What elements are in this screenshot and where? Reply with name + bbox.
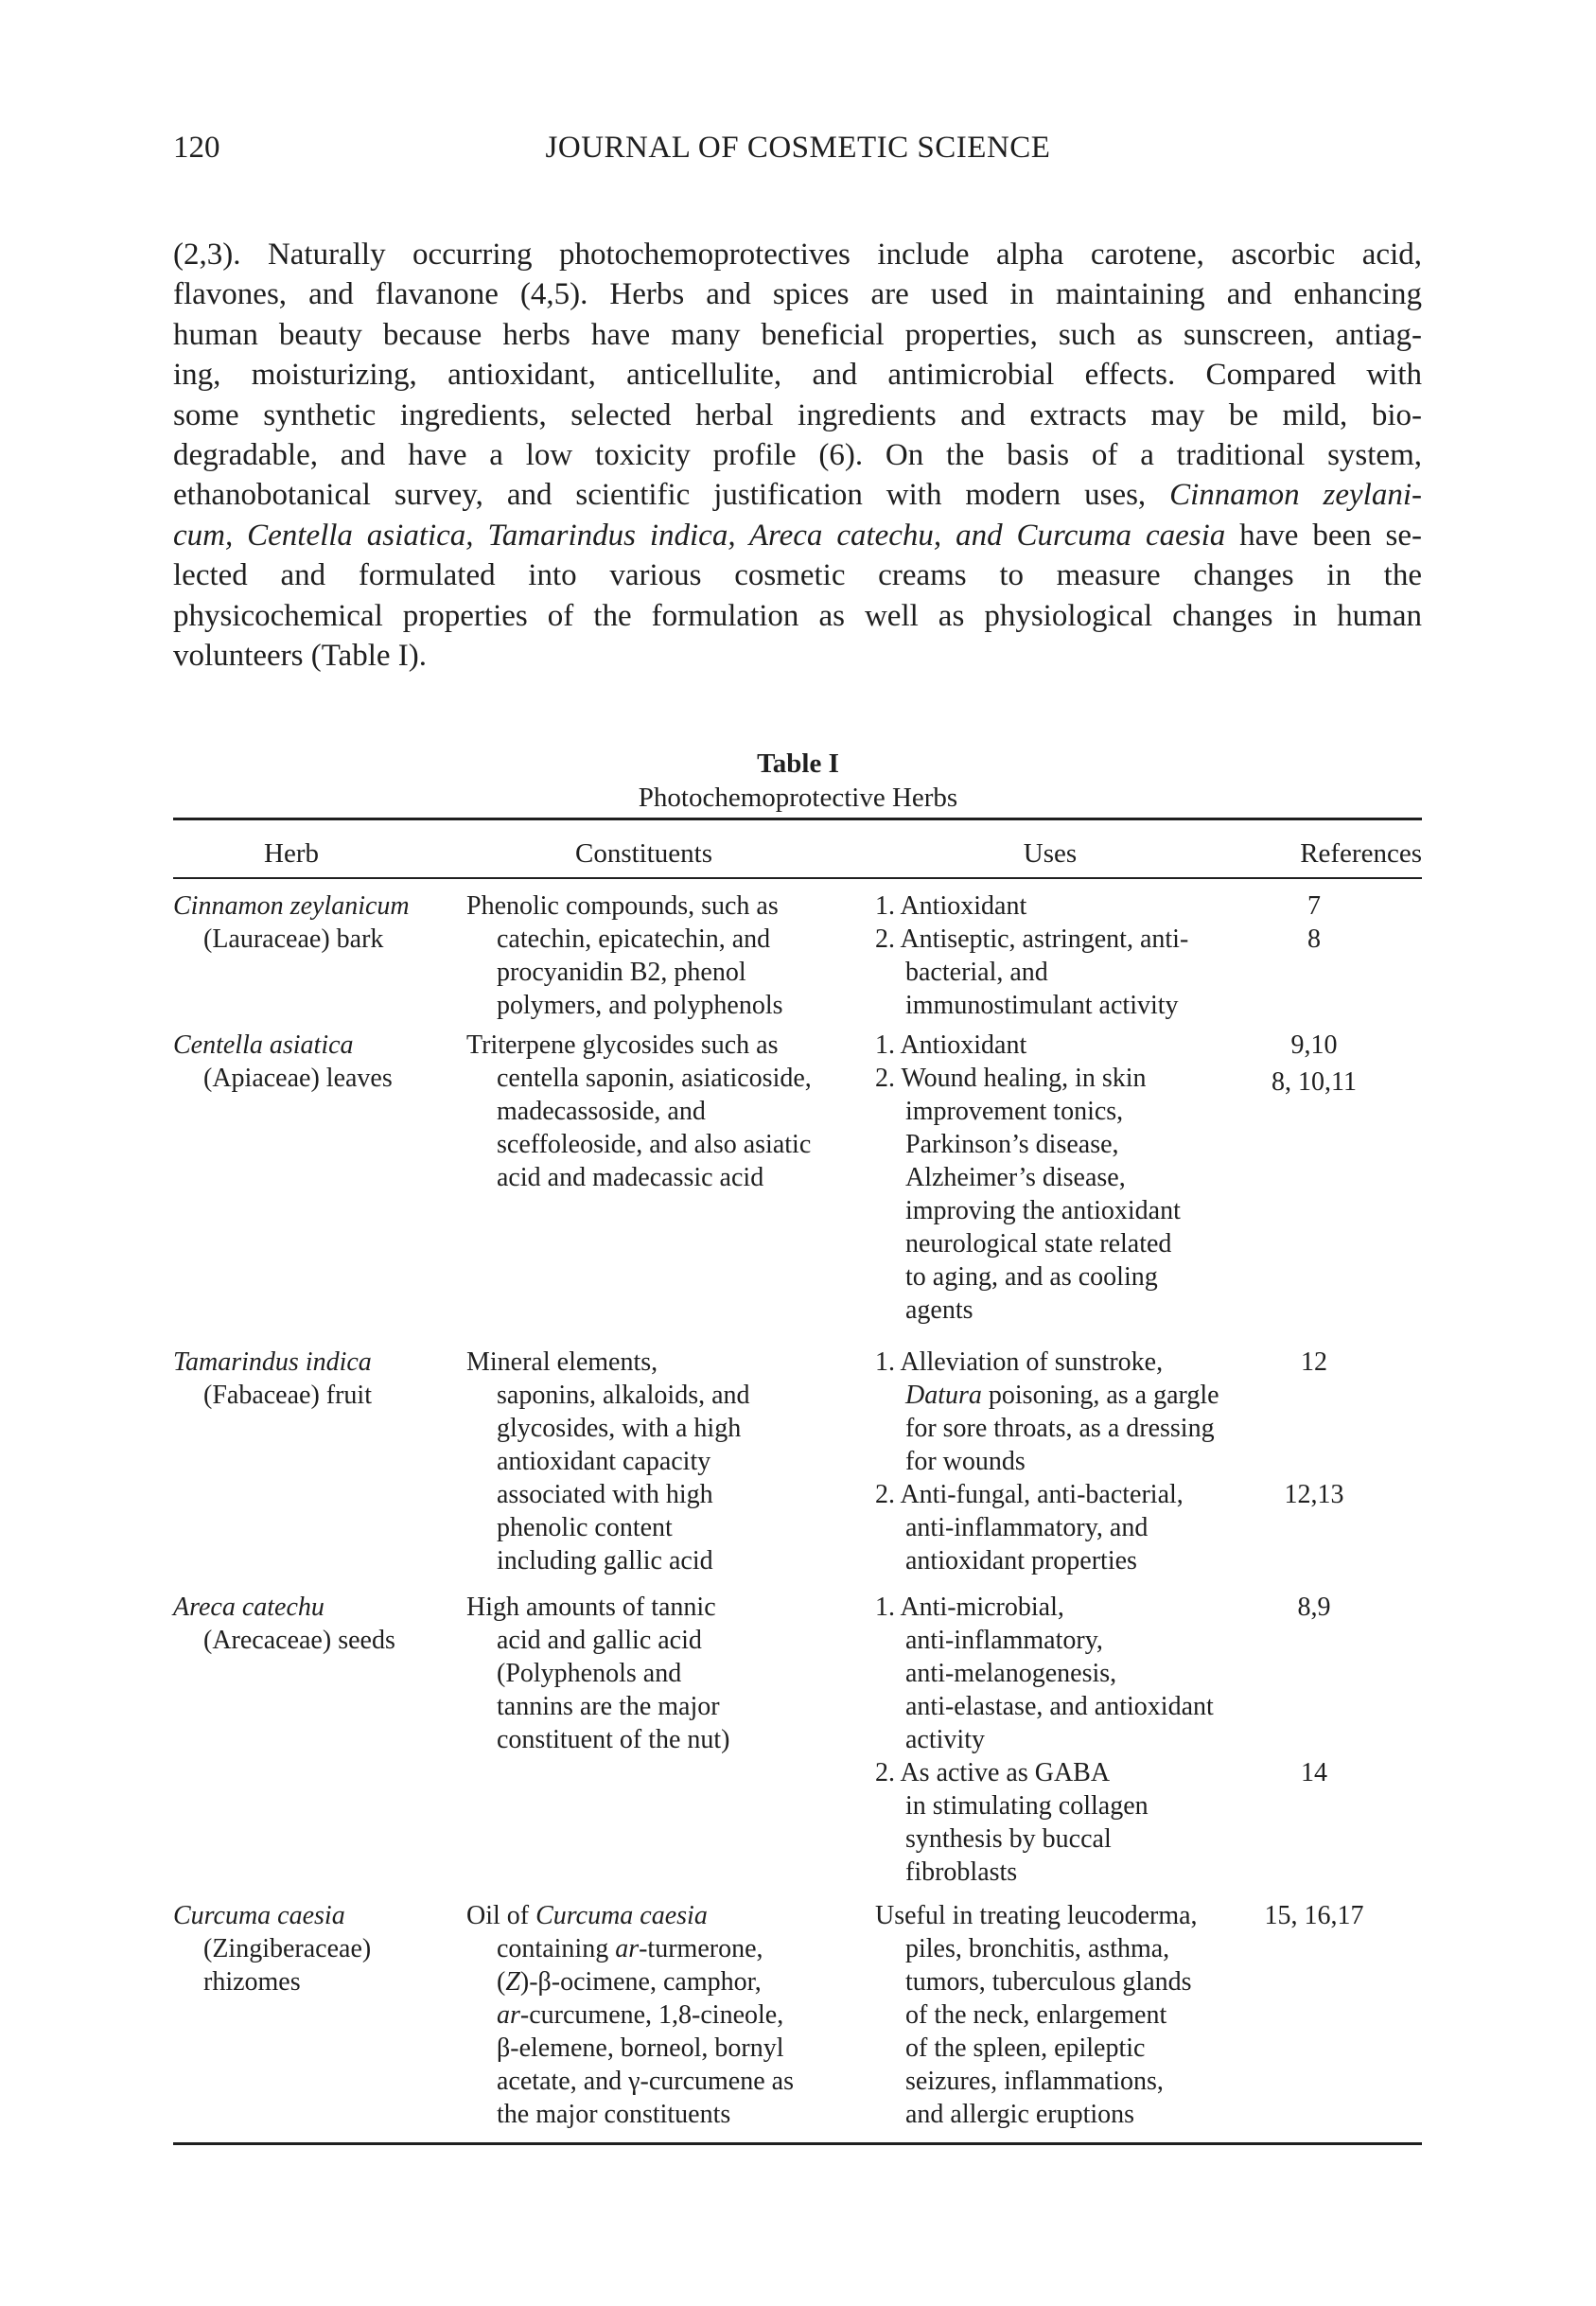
constituents-line: acid and gallic acid (497, 1626, 702, 1655)
uses-line: Useful in treating leucoderma, (875, 1901, 1198, 1930)
table-cell-constituents (466, 1029, 812, 1194)
page-number: 120 (173, 131, 220, 165)
body-line (173, 475, 1422, 515)
uses-line: tumors, tuberculous glands (905, 1967, 1192, 1997)
column-header-constituents: Constituents (574, 838, 712, 869)
table-cell-herb (173, 889, 410, 956)
uses-line: Parkinson’s disease, (905, 1130, 1119, 1159)
table-label: Table I (757, 748, 839, 779)
constituents-line: ar-curcumene, 1,8-cineole, (497, 2000, 784, 2030)
constituents-italic-run: ar (497, 2000, 520, 2030)
body-line: volunteers (Table I). (173, 639, 427, 674)
constituents-line: madecassoside, and (497, 1097, 706, 1126)
body-text-run: have been se- (1225, 518, 1422, 553)
uses-line: anti-inflammatory, and (905, 1513, 1149, 1542)
constituents-line: Triterpene glycosides such as (466, 1030, 779, 1060)
body-line: ing, moisturizing, antioxidant, anticellulite, and antimicrobial effects. Compared with (173, 358, 1422, 393)
uses-line: synthesis by buccal (905, 1824, 1112, 1854)
table-cell-constituents (466, 1346, 750, 1577)
body-line: flavones, and flavanone (4,5). Herbs and spices are used in maintaining and enhancing (173, 277, 1422, 312)
constituents-line: tannins are the major (497, 1692, 720, 1721)
constituents-line: phenolic content (497, 1513, 673, 1542)
constituents-line: acid and madecassic acid (497, 1163, 764, 1192)
table-cell-uses (875, 889, 1188, 1022)
constituents-line: High amounts of tannic (466, 1593, 716, 1622)
body-text-run: ethanobotanical survey, and scientific justification with modern uses, (173, 478, 1170, 513)
herb-family: (Zingiberaceae) (203, 1934, 372, 1963)
uses-line: antioxidant properties (905, 1546, 1137, 1575)
body-paragraph (173, 235, 1422, 676)
table-cell-reference: 8,9 (1297, 1593, 1331, 1622)
table-header-rule (173, 877, 1422, 879)
herb-family: rhizomes (203, 1967, 301, 1997)
body-line: degradable, and have a low toxicity profile (6). On the basis of a traditional system, (173, 438, 1422, 473)
uses-line: anti-melanogenesis, (905, 1659, 1117, 1688)
uses-line: 2. As active as GABA (875, 1758, 1111, 1787)
constituents-line: saponins, alkaloids, and (497, 1381, 750, 1410)
uses-line: activity (905, 1725, 985, 1754)
column-header-uses: Uses (1023, 838, 1078, 869)
constituents-line: acetate, and γ-curcumene as (497, 2067, 794, 2096)
constituents-line: centella saponin, asiaticoside, (497, 1064, 812, 1093)
uses-line: 1. Antioxidant (875, 1030, 1027, 1060)
constituents-line: Phenolic compounds, such as (466, 891, 779, 921)
uses-line: improvement tonics, (905, 1097, 1124, 1126)
uses-line: seizures, inflammations, (905, 2067, 1164, 2096)
table-cell-uses (875, 1346, 1219, 1577)
constituents-line: sceffoleoside, and also asiatic (497, 1130, 812, 1159)
table-cell-constituents (466, 889, 783, 1022)
body-line: (2,3). Naturally occurring photochemoprotectives include alpha carotene, ascorbic acid, (173, 238, 1422, 272)
table-cell-constituents (466, 1899, 794, 2131)
table-cell-reference: 14 (1301, 1758, 1327, 1787)
uses-line: of the neck, enlargement (905, 2000, 1167, 2030)
uses-line: anti-elastase, and antioxidant (905, 1692, 1214, 1721)
body-line: human beauty because herbs have many beneficial properties, such as sunscreen, antiag- (173, 317, 1422, 352)
constituents-line: antioxidant capacity (497, 1447, 711, 1476)
constituents-line: the major constituents (497, 2100, 731, 2129)
table-title: Photochemoprotective Herbs (638, 783, 958, 813)
uses-line: improving the antioxidant (905, 1196, 1181, 1225)
uses-line: immunostimulant activity (905, 991, 1179, 1020)
table-cell-reference: 15, 16,17 (1264, 1901, 1364, 1930)
table-cell-uses (875, 1029, 1181, 1327)
constituents-italic-run: ar (615, 1934, 640, 1963)
uses-line: 1. Antioxidant (875, 891, 1027, 921)
constituents-line: (Z)-β-ocimene, camphor, (497, 1967, 762, 1997)
herb-name: Areca catechu (173, 1593, 324, 1622)
constituents-line: (Polyphenols and (497, 1659, 682, 1688)
uses-line: fibroblasts (905, 1857, 1018, 1887)
constituents-line: associated with high (497, 1480, 713, 1509)
uses-line: anti-inflammatory, (905, 1626, 1103, 1655)
uses-line: neurological state related (905, 1229, 1172, 1259)
uses-line: in stimulating collagen (905, 1791, 1149, 1821)
body-species-italic: cum, Centella asiatica, Tamarindus indica, Areca catechu, and Curcuma caesia (173, 518, 1226, 553)
herb-name: Curcuma caesia (173, 1901, 345, 1930)
uses-line: agents (905, 1295, 973, 1325)
journal-title: JOURNAL OF COSMETIC SCIENCE (545, 131, 1051, 165)
herb-name: Centella asiatica (173, 1030, 354, 1060)
herb-family: (Arecaceae) seeds (203, 1626, 395, 1655)
table-cell-reference: 8 (1307, 924, 1321, 954)
table-cell-herb (173, 1346, 372, 1412)
uses-line: to aging, and as cooling (905, 1262, 1158, 1292)
body-line: lected and formulated into various cosmetic creams to measure changes in the (173, 558, 1422, 593)
uses-line: and allergic eruptions (905, 2100, 1135, 2129)
constituents-italic-run: Z (505, 1967, 520, 1997)
table-cell-herb (173, 1899, 371, 1998)
herb-family: (Fabaceae) fruit (203, 1381, 372, 1410)
table-cell-reference: 7 (1307, 891, 1321, 921)
table-cell-uses (875, 1591, 1214, 1889)
uses-line: Datura poisoning, as a gargle (905, 1381, 1219, 1410)
body-species-italic: Cinnamon zeylani- (1169, 478, 1422, 513)
table-cell-reference: 9,10 (1290, 1030, 1338, 1060)
uses-line: 2. Wound healing, in skin (875, 1064, 1147, 1093)
table-cell-uses (875, 1899, 1198, 2131)
uses-line: 1. Alleviation of sunstroke, (875, 1347, 1164, 1377)
table-cell-herb (173, 1029, 393, 1095)
constituents-italic-run: Curcuma caesia (535, 1901, 708, 1930)
herb-family: (Lauraceae) bark (203, 924, 384, 954)
uses-line: of the spleen, epileptic (905, 2033, 1146, 2063)
herb-family: (Apiaceae) leaves (203, 1064, 393, 1093)
constituents-line: polymers, and polyphenols (497, 991, 783, 1020)
constituents-line: glycosides, with a high (497, 1414, 742, 1443)
uses-line: Alzheimer’s disease, (905, 1163, 1126, 1192)
constituents-line: β-elemene, borneol, bornyl (497, 2033, 784, 2063)
uses-line: bacterial, and (905, 958, 1048, 987)
uses-line: for wounds (905, 1447, 1026, 1476)
uses-line: 1. Anti-microbial, (875, 1593, 1064, 1622)
table-cell-constituents (466, 1591, 730, 1756)
table-cell-reference: 12,13 (1284, 1480, 1344, 1509)
constituents-line: constituent of the nut) (497, 1725, 730, 1754)
table-cell-reference: 8, 10,11 (1272, 1067, 1357, 1097)
uses-line: 2. Antiseptic, astringent, anti- (875, 924, 1189, 954)
uses-line: piles, bronchitis, asthma, (905, 1934, 1170, 1963)
constituents-line: containing ar-turmerone, (497, 1934, 763, 1963)
table-cell-reference: 12 (1301, 1347, 1327, 1377)
body-line (173, 516, 1422, 555)
uses-line: 2. Anti-fungal, anti-bacterial, (875, 1480, 1184, 1509)
table-caption (0, 747, 1596, 815)
column-header-references: References (1300, 838, 1422, 869)
body-line: physicochemical properties of the formulation as well as physiological changes in human (173, 598, 1422, 633)
constituents-line: Mineral elements, (466, 1347, 658, 1377)
constituents-line: procyanidin B2, phenol (497, 958, 746, 987)
herb-name: Tamarindus indica (173, 1347, 372, 1377)
column-header-herb: Herb (264, 838, 319, 869)
herb-name: Cinnamon zeylanicum (173, 891, 410, 921)
constituents-line: including gallic acid (497, 1546, 713, 1575)
table-bottom-rule (173, 2142, 1422, 2145)
body-line: some synthetic ingredients, selected herbal ingredients and extracts may be mild, bio- (173, 397, 1422, 432)
table-top-rule (173, 818, 1422, 820)
table-cell-herb (173, 1591, 395, 1657)
uses-italic-run: Datura (905, 1381, 982, 1410)
uses-line: for sore throats, as a dressing (905, 1414, 1215, 1443)
constituents-line: catechin, epicatechin, and (497, 924, 771, 954)
constituents-line: Oil of Curcuma caesia (466, 1901, 708, 1930)
